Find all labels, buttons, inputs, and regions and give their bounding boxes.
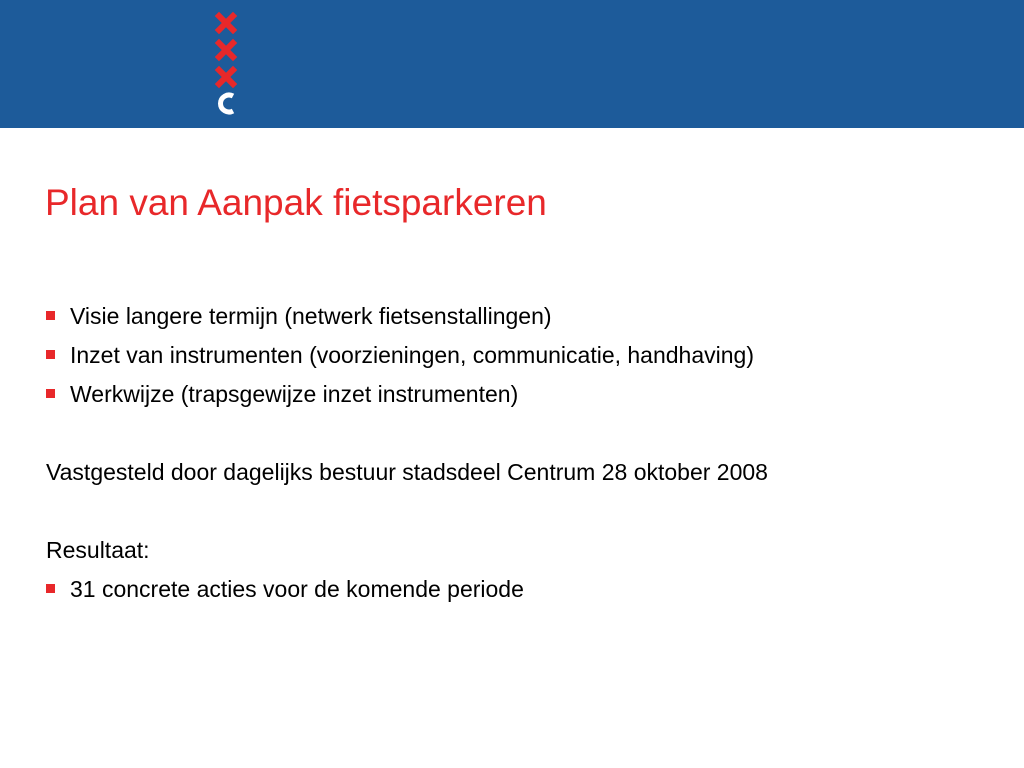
bullet-square-icon <box>46 389 55 398</box>
header-band <box>0 0 1024 128</box>
bullet-text: Visie langere termijn (netwerk fietsenstallingen) <box>70 303 552 329</box>
amsterdam-xxx-logo-icon <box>211 10 241 120</box>
bullet-square-icon <box>46 350 55 359</box>
spacer <box>46 492 996 531</box>
list-item <box>46 375 996 414</box>
list-item <box>46 336 996 375</box>
bullet-list-plan <box>46 297 996 414</box>
slide-title: Plan van Aanpak fietsparkeren <box>45 182 547 223</box>
bullet-text: Inzet van instrumenten (voorzieningen, communicatie, handhaving) <box>70 342 754 368</box>
bullet-list-result <box>46 570 996 609</box>
list-item <box>46 570 996 609</box>
bullet-text: Werkwijze (trapsgewijze inzet instrumenten) <box>70 381 519 407</box>
result-label: Resultaat: <box>46 537 150 563</box>
bullet-square-icon <box>46 311 55 320</box>
bullet-text: 31 concrete acties voor de komende periode <box>70 576 524 602</box>
slide-content <box>46 297 996 609</box>
list-item <box>46 297 996 336</box>
bullet-square-icon <box>46 584 55 593</box>
adoption-statement: Vastgesteld door dagelijks bestuur stadsdeel Centrum 28 oktober 2008 <box>46 459 768 485</box>
spacer <box>46 414 996 453</box>
logo-c-icon <box>221 95 234 112</box>
